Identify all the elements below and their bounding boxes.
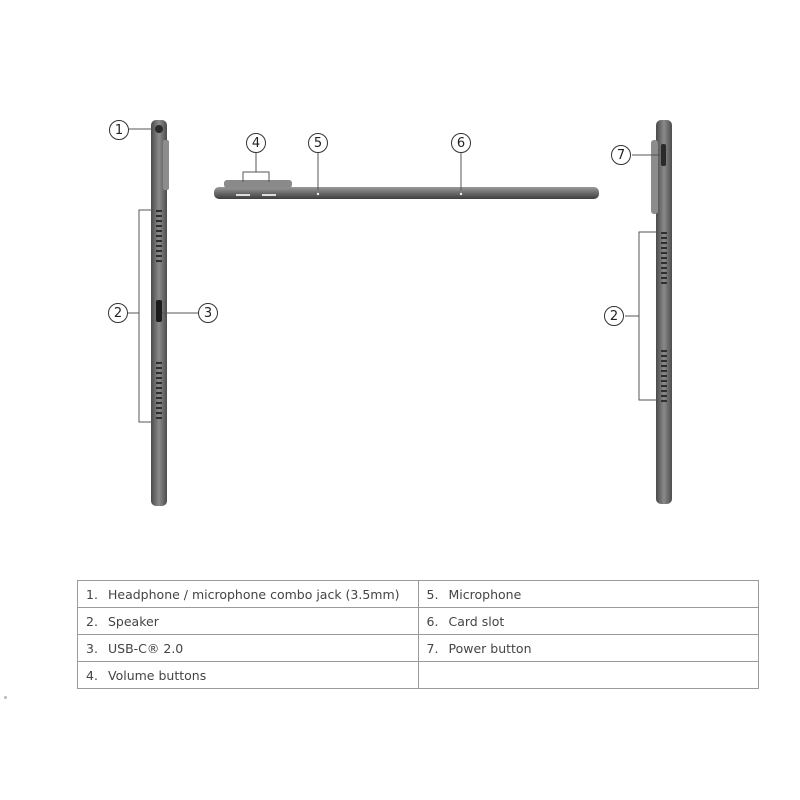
bracket-2-left [139,210,152,422]
legend-cell-3: 3. USB-C® 2.0 [78,635,419,662]
card-slot [460,193,462,195]
table-row [78,608,759,635]
usb-c-port [156,300,162,322]
callout-3: 3 [198,303,218,323]
right-device-edge [656,120,672,504]
left-side-view [128,120,198,506]
legend-cell-1: 1. Headphone / microphone combo jack (3.5mm) [78,581,419,608]
callout-1: 1 [109,120,129,140]
callout-5: 5 [308,133,328,153]
legend-cell-2: 2. Speaker [78,608,419,635]
headphone-jack [155,125,163,133]
microphone-hole [317,193,319,195]
legend-cell-4: 4. Volume buttons [78,662,419,689]
legend-cell-5: 5. Microphone [418,581,759,608]
parts-legend-table [77,580,759,689]
legend-cell-6: 6. Card slot [418,608,759,635]
callout-6: 6 [451,133,471,153]
right-side-view [625,120,672,504]
callout-7: 7 [611,145,631,165]
legend-cell-7: 7. Power button [418,635,759,662]
volume-button-a [236,194,250,196]
table-row [78,581,759,608]
top-device-edge [214,187,599,199]
volume-button-b [262,194,276,196]
callout-2: 2 [108,303,128,323]
right-device-bump [651,140,658,214]
callout-4: 4 [246,133,266,153]
callout-2-right: 2 [604,306,624,326]
top-view [214,153,599,199]
legend-cell-empty [418,662,759,689]
table-row [78,662,759,689]
power-button [661,144,666,166]
stray-dot [4,696,7,699]
left-device-bump [163,140,169,190]
table-row [78,635,759,662]
bracket-2-right [639,232,656,400]
top-device-bump [224,180,292,188]
